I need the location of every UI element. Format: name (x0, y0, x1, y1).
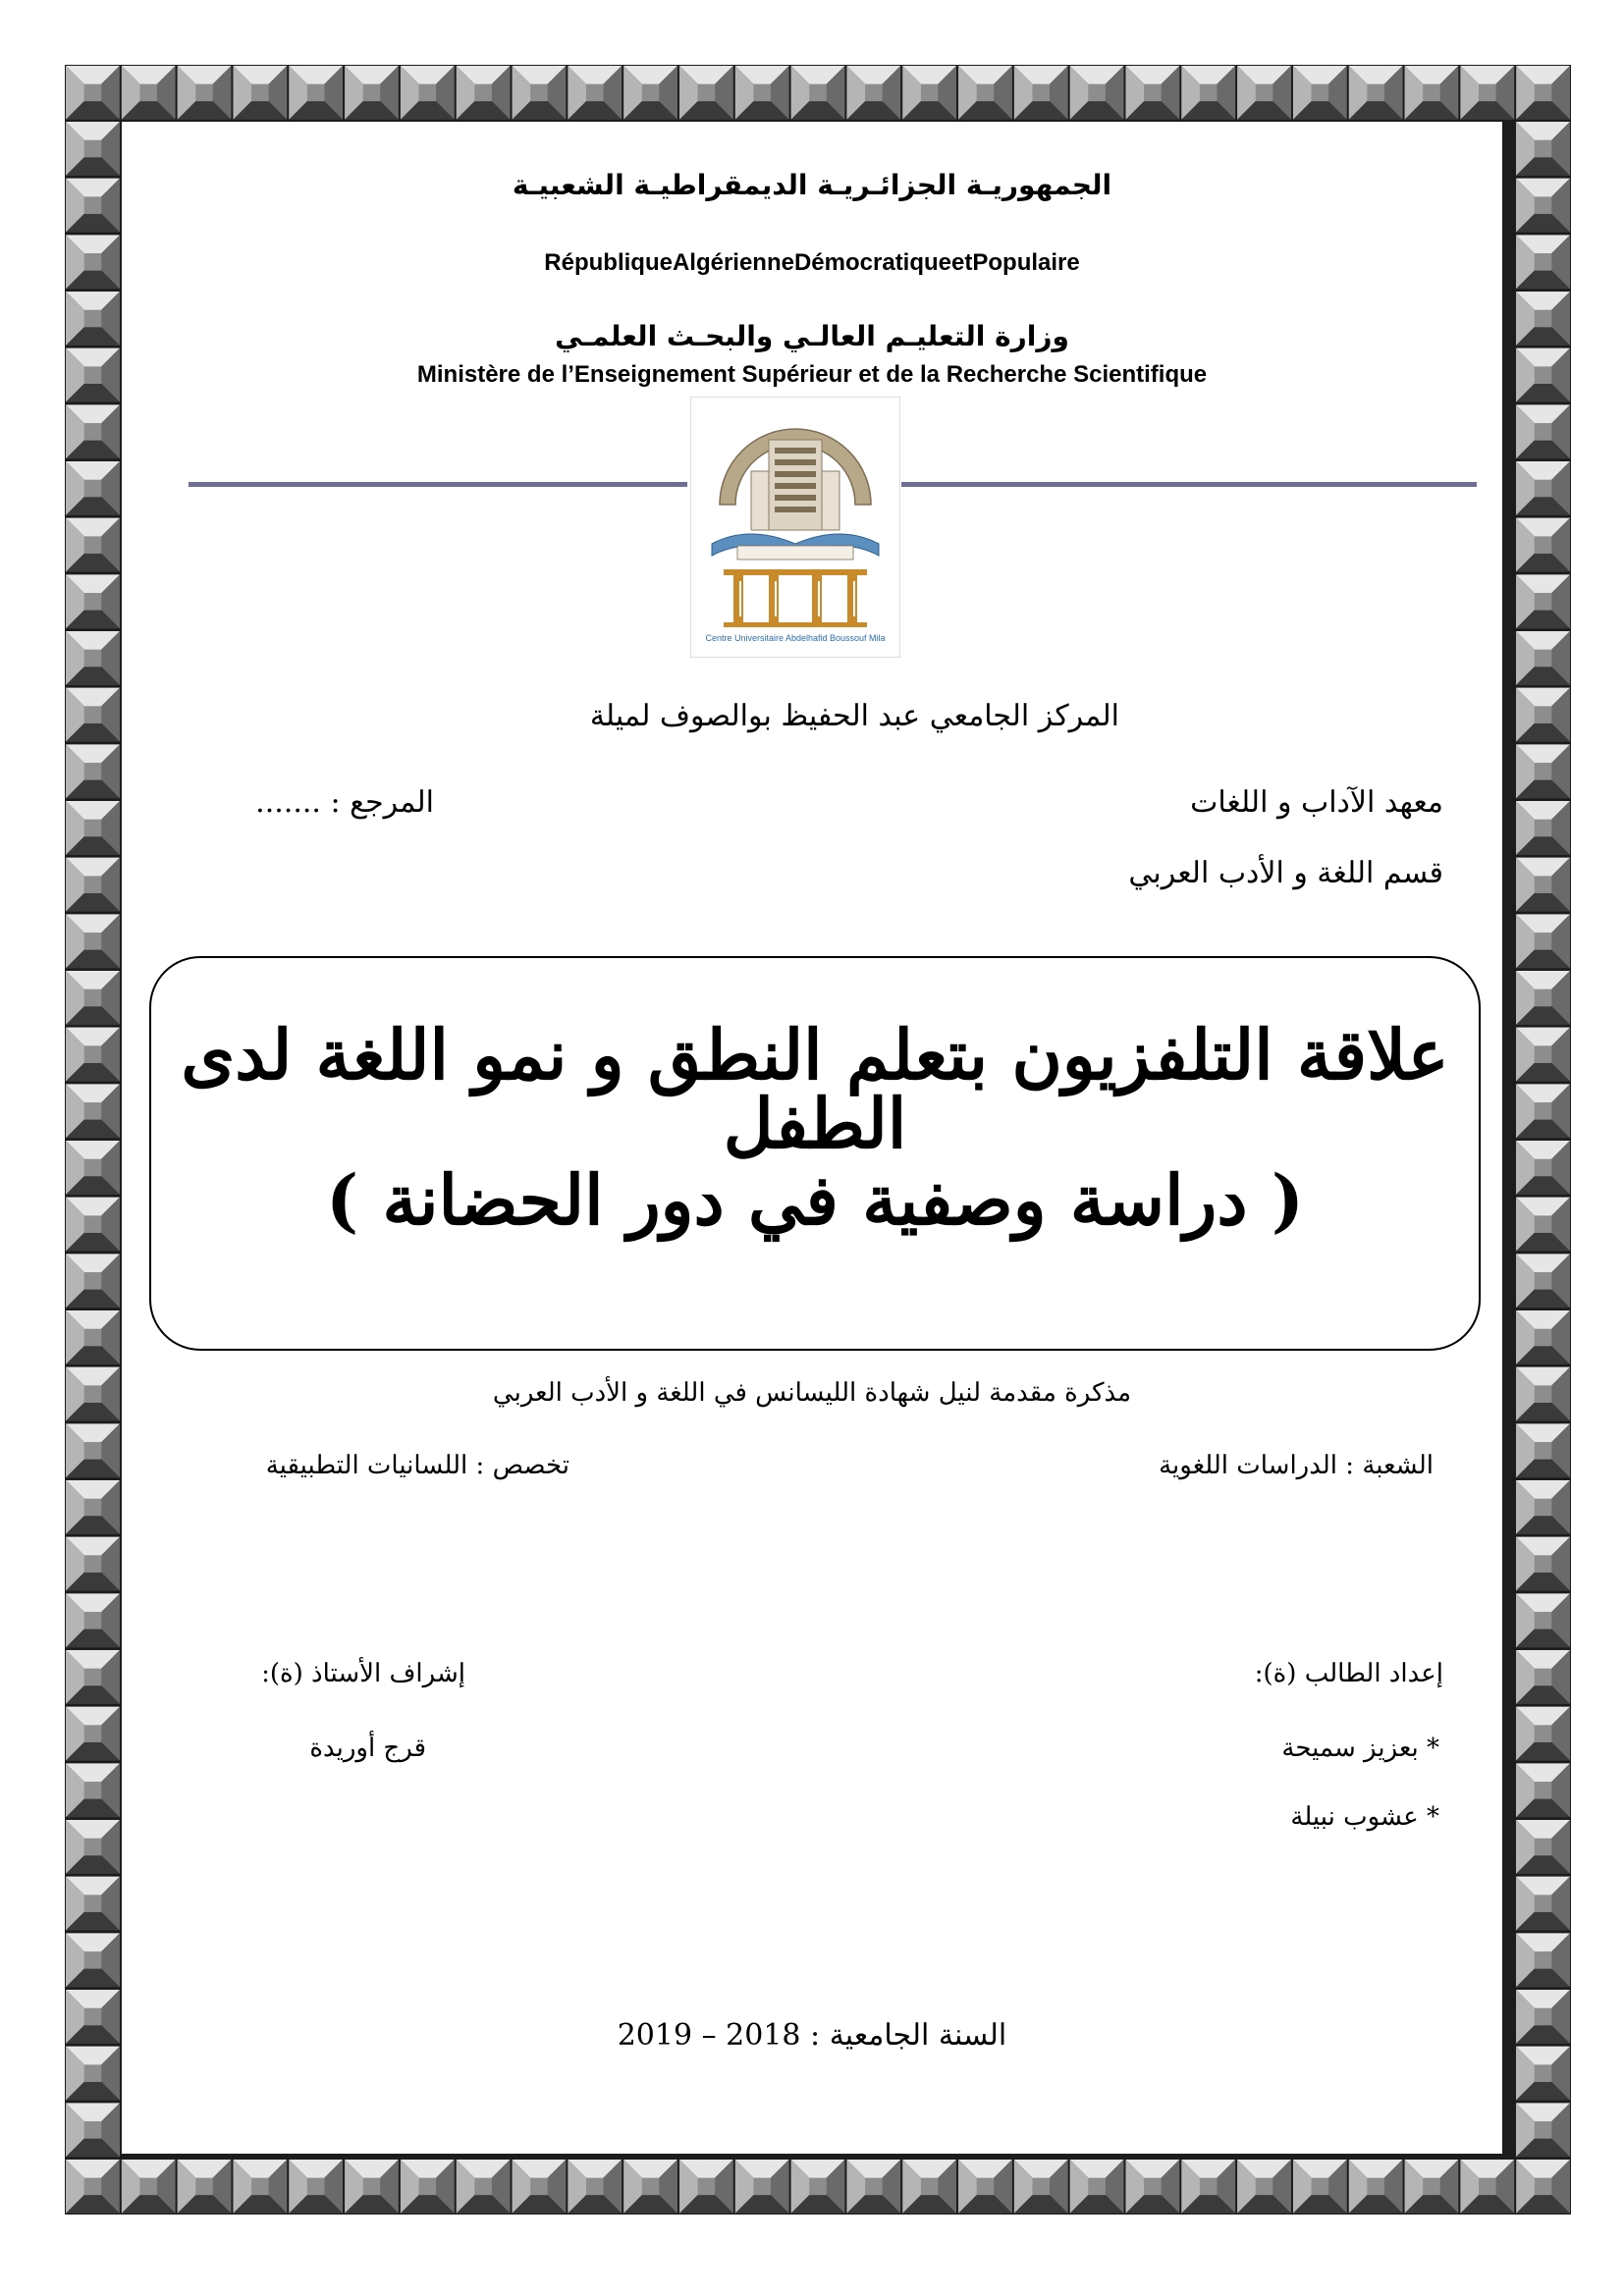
degree-statement: مذكرة مقدمة لنيل شهادة الليسانس في اللغة و الأدب العربي (492, 1378, 1132, 1408)
border-stud (1516, 66, 1570, 120)
border-stud (1293, 2160, 1347, 2214)
border-stud (679, 66, 733, 120)
supervisor-label: إشراف الأستاذ (ة): (261, 1659, 465, 1688)
border-stud (1070, 66, 1124, 120)
border-stud (1181, 66, 1235, 120)
border-stud (66, 1480, 120, 1534)
border-stud (1516, 518, 1570, 572)
border-stud (1460, 2160, 1514, 2214)
republic-name-french: RépubliqueAlgérienneDémocratiqueetPopulaire (544, 249, 1080, 276)
border-stud (66, 1028, 120, 1082)
border-stud (1516, 1933, 1570, 1987)
border-stud (345, 66, 399, 120)
header-rule-left (189, 482, 687, 487)
border-stud (66, 1141, 120, 1195)
branch-field: الشعبة : الدراسات اللغوية (1159, 1451, 1434, 1480)
border-stud (513, 66, 567, 120)
border-stud (1405, 66, 1459, 120)
border-stud (568, 66, 622, 120)
border-stud (178, 2160, 232, 2214)
border-stud (345, 2160, 399, 2214)
republic-name-arabic: الجمهوريـة الجزائـريـة الديمقراطيـة الشعبيـة (512, 169, 1112, 201)
student-name: * بعزيز سميحة (1281, 1734, 1439, 1763)
logo-banner (737, 546, 853, 560)
border-stud (66, 2103, 120, 2157)
border-stud (66, 461, 120, 515)
institute-name: معهد الآداب و اللغات (1190, 785, 1443, 820)
border-stud (1014, 66, 1068, 120)
border-stud (846, 2160, 900, 2214)
border-stud (958, 66, 1012, 120)
border-stud (1516, 2160, 1570, 2214)
border-stud (401, 2160, 455, 2214)
border-stud (1516, 461, 1570, 515)
border-stud (66, 914, 120, 968)
border-stud (1516, 1141, 1570, 1195)
border-stud (1516, 1254, 1570, 1308)
border-stud (1516, 1028, 1570, 1082)
border-stud (1516, 1820, 1570, 1874)
border-stud (1516, 1084, 1570, 1138)
border-stud (1516, 744, 1570, 798)
border-stud (66, 404, 120, 458)
border-stud (66, 2160, 120, 2214)
header-rule-right (901, 482, 1477, 487)
border-stud (791, 2160, 845, 2214)
reference-field: المرجع : ....... (255, 785, 434, 820)
border-stud (1516, 1650, 1570, 1704)
border-stud (1516, 1310, 1570, 1364)
border-stud (66, 1877, 120, 1931)
border-stud (1349, 2160, 1403, 2214)
border-stud (1516, 1877, 1570, 1931)
border-stud (1516, 2047, 1570, 2101)
border-stud (1237, 2160, 1291, 2214)
border-stud (401, 66, 455, 120)
border-stud (1181, 2160, 1235, 2214)
border-stud (66, 2047, 120, 2101)
border-stud (66, 1933, 120, 1987)
border-stud (122, 2160, 176, 2214)
border-stud (1516, 1480, 1570, 1534)
border-stud (1293, 66, 1347, 120)
specialty-field: تخصص : اللسانيات التطبيقية (265, 1451, 569, 1480)
university-center-name: المركز الجامعي عبد الحفيظ بوالصوف لميلة (589, 699, 1119, 733)
border-stud (1516, 858, 1570, 912)
border-stud (289, 66, 343, 120)
border-stud (1125, 66, 1179, 120)
border-stud (791, 66, 845, 120)
border-stud (623, 2160, 677, 2214)
border-stud (513, 2160, 567, 2214)
thesis-title: علاقة التلفزيون بتعلم النطق و نمو اللغة لدى الطفل (181, 1014, 1449, 1164)
border-stud (1516, 1423, 1570, 1477)
border-stud (457, 66, 511, 120)
border-stud (1516, 122, 1570, 176)
thesis-title-box (149, 956, 1481, 1351)
prepared-by-label: إعداد الطالب (ة): (1254, 1659, 1443, 1688)
border-stud (679, 2160, 733, 2214)
ministry-name-arabic: وزارة التعليـم العالـي والبحـث العلمـي (555, 320, 1069, 352)
border-stud (1405, 2160, 1459, 2214)
border-stud (1125, 2160, 1179, 2214)
border-stud (1070, 2160, 1124, 2214)
supervisor-name: قرج أوريدة (309, 1734, 426, 1763)
thesis-subtitle: ( دراسة وصفية في دور الحضانة ) (326, 1159, 1304, 1241)
ministry-name-french: Ministère de l’Enseignement Supérieur et de la Recherche Scientifique (416, 361, 1208, 388)
border-stud (623, 66, 677, 120)
border-stud (66, 631, 120, 685)
border-stud (66, 1084, 120, 1138)
border-stud (122, 66, 176, 120)
border-stud (1516, 1537, 1570, 1591)
border-stud (735, 2160, 789, 2214)
border-stud (233, 66, 287, 120)
border-stud (902, 66, 956, 120)
border-stud (178, 66, 232, 120)
border-stud (1349, 66, 1403, 120)
border-stud (1516, 1763, 1570, 1817)
border-stud (1516, 574, 1570, 628)
border-stud (1516, 1198, 1570, 1252)
border-stud (66, 122, 120, 176)
border-stud (1460, 66, 1514, 120)
border-stud (1516, 801, 1570, 855)
border-stud (735, 66, 789, 120)
border-stud (66, 1537, 120, 1591)
border-stud (66, 1198, 120, 1252)
border-stud (66, 971, 120, 1025)
student-name: * عشوب نبيلة (1290, 1802, 1439, 1832)
border-stud (66, 66, 120, 120)
border-stud (1014, 2160, 1068, 2214)
department-name: قسم اللغة و الأدب العربي (1128, 856, 1443, 890)
border-stud (902, 2160, 956, 2214)
border-stud (289, 2160, 343, 2214)
border-stud (66, 1593, 120, 1647)
border-stud (1516, 1593, 1570, 1647)
logo-caption: Centre Universitaire Abdelhafid Boussouf Mila (705, 633, 886, 643)
academic-year: السنة الجامعية : 2018 – 2019 (617, 2018, 1007, 2053)
border-stud (1516, 1707, 1570, 1761)
border-stud (66, 1310, 120, 1364)
border-stud (1516, 688, 1570, 742)
border-stud (1516, 404, 1570, 458)
border-stud (568, 2160, 622, 2214)
border-stud (1237, 66, 1291, 120)
border-stud (457, 2160, 511, 2214)
border-stud (958, 2160, 1012, 2214)
border-stud (233, 2160, 287, 2214)
border-stud (1516, 631, 1570, 685)
border-stud (1516, 914, 1570, 968)
border-stud (846, 66, 900, 120)
border-stud (66, 1254, 120, 1308)
border-stud (1516, 2103, 1570, 2157)
border-stud (66, 518, 120, 572)
border-stud (1516, 971, 1570, 1025)
university-logo (690, 397, 900, 658)
border-stud (66, 574, 120, 628)
